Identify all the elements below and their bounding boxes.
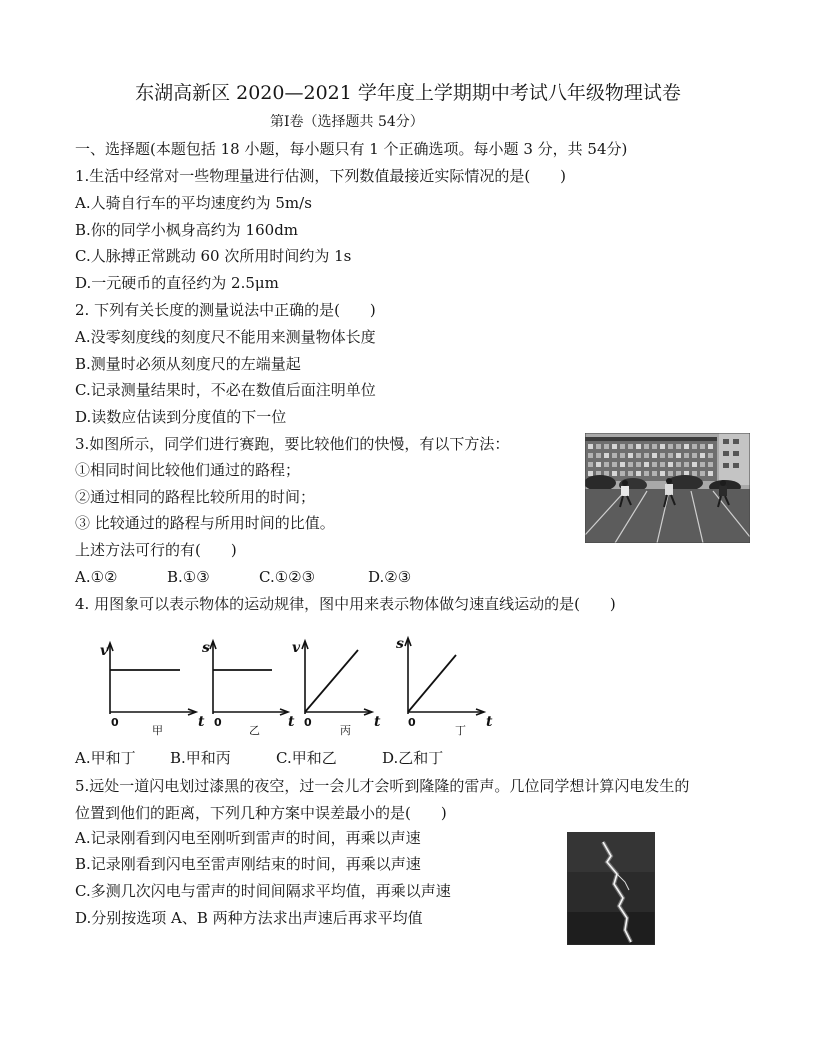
- origin-label: 0: [214, 716, 222, 729]
- origin-label: 0: [408, 716, 416, 729]
- question-2-option-a: A.没零刻度线的刻度尺不能用来测量物体长度: [75, 328, 376, 346]
- window: [636, 462, 641, 467]
- window: [684, 453, 689, 458]
- motion-graphs: [90, 628, 520, 740]
- race-photo-image: [585, 433, 750, 543]
- window: [723, 451, 729, 456]
- window: [628, 462, 633, 467]
- question-5-option-a: A.记录刚看到闪电至刚听到雷声的时间，再乘以声速: [75, 829, 421, 847]
- x-axis-label: t: [374, 714, 381, 730]
- question-2-option-c: C.记录测量结果时，不必在数值后面注明单位: [75, 381, 376, 399]
- window: [660, 471, 665, 476]
- graph-caption: 甲: [152, 724, 163, 737]
- section-heading: 一、选择题(本题包括 18 小题，每小题只有 1 个正确选项。每小题 3 分，共 54分): [75, 140, 628, 158]
- lightning-photo-image: [567, 832, 655, 945]
- window: [668, 462, 673, 467]
- window: [723, 463, 729, 468]
- x-axis-label: t: [198, 714, 205, 730]
- window: [676, 444, 681, 449]
- window: [636, 453, 641, 458]
- x-axis-label: t: [486, 714, 493, 730]
- graph-yi: [202, 640, 295, 737]
- y-axis-label: v: [292, 640, 301, 656]
- window: [652, 444, 657, 449]
- tree: [585, 475, 616, 491]
- question-3-method-3: ③ 比较通过的路程与所用时间的比值。: [75, 514, 335, 532]
- window: [620, 453, 625, 458]
- building-roof: [585, 437, 717, 441]
- question-2-option-b: B.测量时必须从刻度尺的左端量起: [75, 355, 301, 373]
- window: [612, 471, 617, 476]
- window: [733, 439, 739, 444]
- window: [733, 463, 739, 468]
- window: [588, 444, 593, 449]
- ground-dark: [567, 912, 655, 945]
- y-axis-label: v: [100, 643, 109, 659]
- question-3-option-d: D.②③: [368, 568, 412, 586]
- window: [668, 471, 673, 476]
- window: [636, 471, 641, 476]
- exam-title: 东湖高新区 2020—2021 学年度上学期期中考试八年级物理试卷: [135, 82, 681, 104]
- window: [628, 444, 633, 449]
- question-3-stem: 3.如图所示，同学们进行赛跑，要比较他们的快慢，有以下方法：: [75, 435, 510, 453]
- question-1-option-b: B.你的同学小枫身高约为 160dm: [75, 221, 299, 239]
- graph-caption: 乙: [249, 724, 260, 737]
- question-1-option-d: D.一元硬币的直径约为 2.5μm: [75, 274, 279, 292]
- question-2-option-d: D.读数应估读到分度值的下一位: [75, 408, 287, 426]
- window: [588, 453, 593, 458]
- window: [692, 444, 697, 449]
- window: [652, 453, 657, 458]
- y-axis-label: s: [396, 636, 404, 652]
- race-photo: [585, 433, 750, 543]
- graph-line: [408, 655, 456, 712]
- question-1-option-c: C.人脉搏正常跳动 60 次所用时间约为 1s: [75, 247, 352, 265]
- question-4-option-c: C.甲和乙: [276, 749, 337, 767]
- graph-ding: [396, 636, 493, 737]
- question-5-option-c: C.多测几次闪电与雷声的时间间隔求平均值，再乘以声速: [75, 882, 451, 900]
- window: [668, 444, 673, 449]
- window: [644, 462, 649, 467]
- window: [660, 444, 665, 449]
- window: [676, 453, 681, 458]
- question-3-method-1: ①相同时间比较他们通过的路程；: [75, 461, 301, 479]
- window: [604, 444, 609, 449]
- x-axis-label: t: [288, 714, 295, 730]
- window: [636, 444, 641, 449]
- question-3-option-c: C.①②③: [259, 568, 316, 586]
- window: [700, 444, 705, 449]
- window: [652, 471, 657, 476]
- question-5-option-b: B.记录刚看到闪电至雷声刚结束的时间，再乘以声速: [75, 855, 421, 873]
- window: [692, 453, 697, 458]
- question-1-option-a: A.人骑自行车的平均速度约为 5m/s: [75, 194, 312, 212]
- window: [692, 471, 697, 476]
- question-3-method-2: ②通过相同的路程比较所用的时间；: [75, 488, 316, 506]
- window: [652, 462, 657, 467]
- window: [708, 444, 713, 449]
- question-5-stem-line-2: 位置到他们的距离，下列几种方案中误差最小的是( ): [75, 804, 447, 822]
- question-4-option-b: B.甲和丙: [170, 749, 231, 767]
- window: [604, 471, 609, 476]
- window: [700, 462, 705, 467]
- window: [708, 453, 713, 458]
- window: [620, 444, 625, 449]
- question-5-option-d: D.分别按选项 A、B 两种方法求出声速后再求平均值: [75, 909, 423, 927]
- question-4-option-a: A.甲和丁: [75, 749, 136, 767]
- window: [620, 462, 625, 467]
- window: [612, 462, 617, 467]
- window: [733, 451, 739, 456]
- window: [604, 462, 609, 467]
- window: [644, 444, 649, 449]
- question-3-option-b: B.①③: [167, 568, 210, 586]
- window: [628, 453, 633, 458]
- window: [644, 471, 649, 476]
- window: [588, 471, 593, 476]
- window: [708, 462, 713, 467]
- window: [668, 453, 673, 458]
- window: [604, 453, 609, 458]
- window: [676, 471, 681, 476]
- question-5-stem-line-1: 5.远处一道闪电划过漆黑的夜空，过一会儿才会听到隆隆的雷声。几位同学想计算闪电发生的: [75, 777, 690, 795]
- window: [684, 444, 689, 449]
- window: [700, 471, 705, 476]
- window: [620, 471, 625, 476]
- window: [588, 462, 593, 467]
- window: [684, 462, 689, 467]
- graph-jia: [100, 643, 205, 737]
- graph-caption: 丁: [455, 724, 466, 737]
- origin-label: 0: [111, 716, 119, 729]
- window: [676, 462, 681, 467]
- window: [700, 453, 705, 458]
- exam-subtitle: 第Ⅰ卷（选择题共 54分）: [270, 114, 424, 130]
- window: [723, 439, 729, 444]
- graph-bing: [292, 640, 381, 737]
- question-4-stem: 4. 用图象可以表示物体的运动规律，图中用来表示物体做匀速直线运动的是( ): [75, 595, 616, 613]
- graph-caption: 丙: [340, 724, 351, 737]
- question-4-option-d: D.乙和丁: [382, 749, 444, 767]
- window: [628, 471, 633, 476]
- window: [644, 453, 649, 458]
- y-axis-label: s: [202, 640, 210, 656]
- window: [612, 453, 617, 458]
- window: [596, 453, 601, 458]
- window: [692, 462, 697, 467]
- window: [660, 462, 665, 467]
- window: [596, 444, 601, 449]
- window: [660, 453, 665, 458]
- window: [612, 444, 617, 449]
- origin-label: 0: [304, 716, 312, 729]
- question-3-prompt: 上述方法可行的有( ): [75, 541, 237, 559]
- question-2-stem: 2. 下列有关长度的测量说法中正确的是( ): [75, 301, 376, 319]
- lightning-photo: [567, 832, 655, 945]
- window: [708, 471, 713, 476]
- graph-line: [305, 650, 358, 712]
- window: [596, 462, 601, 467]
- question-3-option-a: A.①②: [75, 568, 118, 586]
- question-1-stem: 1.生活中经常对一些物理量进行估测，下列数值最接近实际情况的是( ): [75, 167, 567, 185]
